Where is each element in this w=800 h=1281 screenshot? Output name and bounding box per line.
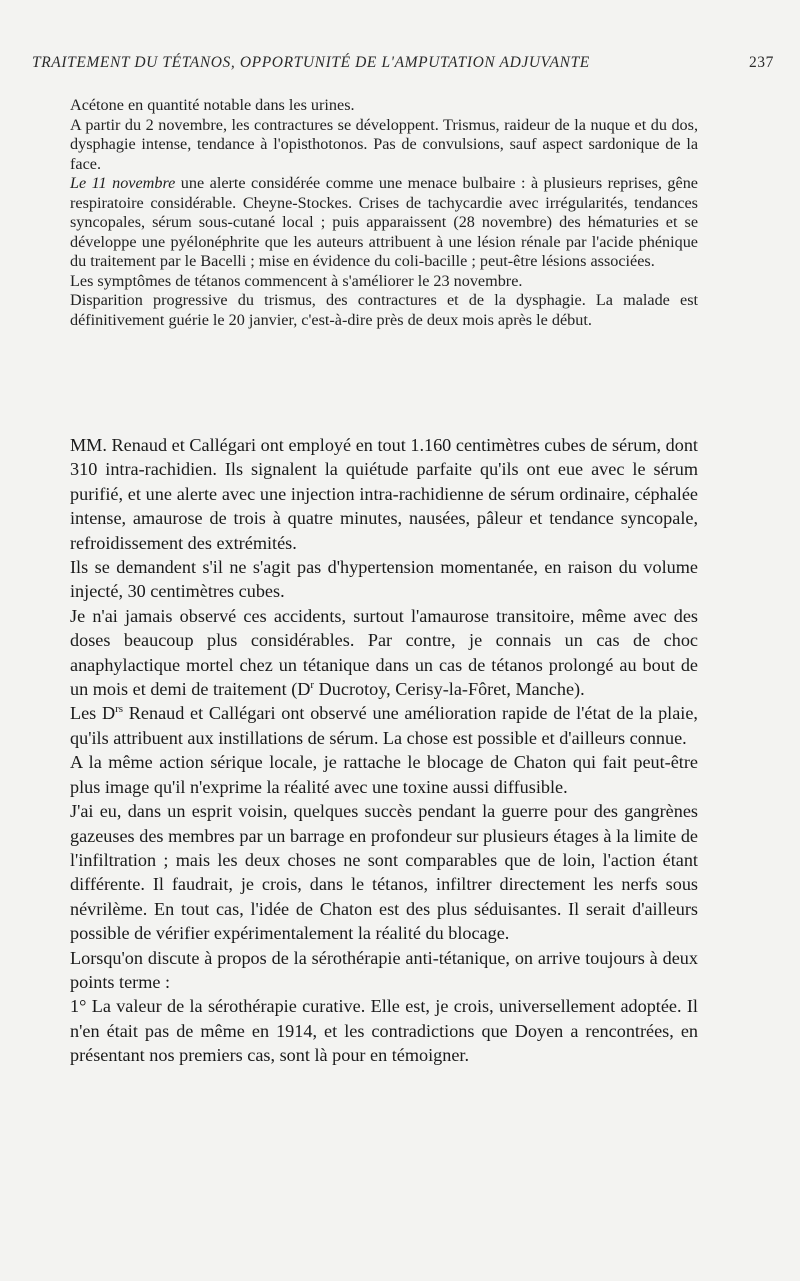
body-paragraph: 1° La valeur de la sérothérapie curative. Elle est, je crois, universellement adoptée. Il n'en était pas de même en 1914, et les contradictions que Doyen a rencontrées, en présentant nos premiers cas, sont là pour en témoigner.: [70, 996, 698, 1066]
observation-paragraph: Le 11 novembre une alerte considérée comme une menace bulbaire : à plusieurs reprises, gêne respiratoire considérable. Cheyne-Stockes. Crises de tachycardie avec irrégularités, tendances syncopales, sérum sous-cutané local ; puis apparaissent (28 novembre) des hématuries et se développe une pyélonéphrite que les auteurs attribuent à une lésion rénale par l'acide phénique du traitement par le Bacelli ; mise en évidence du coli-bacille ; peut-être lésions associées.: [70, 174, 698, 270]
body-paragraph: Les $D^{rs}$ Renaud et Callégari ont observé une amélioration rapide de l'état de la plaie, qu'ils attribuent aux instillations de sérum. La chose est possible et d'ailleurs connue.: [70, 703, 698, 748]
main-text: [70, 433, 698, 1068]
header-title: TRAITEMENT DU TÉTANOS, OPPORTUNITÉ DE L'AMPUTATION ADJUVANTE: [32, 54, 590, 71]
page-number: 237: [748, 54, 774, 71]
body-paragraph: Je n'ai jamais observé ces accidents, surtout l'amaurose transitoire, même avec des doses beaucoup plus considérables. Par contre, je connais un cas de choc anaphylactique mortel chez un tétanique dans un cas de tétanos prolongé au bout de un mois et demi de traitement ($D^r$ Ducrotoy, Cerisy-la-Fôret, Manche).: [70, 605, 698, 700]
italic-date: Le 11 novembre: [70, 174, 176, 192]
observation-paragraph: Disparition progressive du trismus, des contractures et de la dysphagie. La malade est définitivement guérie le 20 janvier, c'est-à-dire près de deux mois après le début.: [70, 291, 698, 329]
observation-paragraph: Acétone en quantité notable dans les urines.: [70, 96, 355, 114]
running-header: [32, 54, 774, 72]
body-paragraph: Ils se demandent s'il ne s'agit pas d'hypertension momentanée, en raison du volume injecté, 30 centimètres cubes.: [70, 557, 698, 602]
observation-paragraph: Les symptômes de tétanos commencent à s'améliorer le 23 novembre.: [70, 271, 523, 290]
observation-section: [70, 96, 698, 330]
body-paragraph: Lorsqu'on discute à propos de la sérothérapie anti-tétanique, on arrive toujours à deux points terme :: [70, 947, 698, 992]
observation-paragraph: A partir du 2 novembre, les contractures se développent. Trismus, raideur de la nuque et du dos, dysphagie intense, tendance à l'opisthotonos. Pas de convulsions, sauf aspect sardonique de la face.: [70, 115, 698, 173]
body-paragraph: J'ai eu, dans un esprit voisin, quelques succès pendant la guerre pour des gangrènes gazeuses des membres par un barrage en profondeur sur plusieurs étages à la limite de l'infiltration ; mais les deux choses ne sont comparables que de loin, l'action étant différente. Il faudrait, je crois, dans le tétanos, infiltrer directement les nerfs sous névrilème. En tout cas, l'idée de Chaton est des plus séduisantes. Il serait d'ailleurs possible de vérifier expérimentalement la réalité du blocage.: [70, 801, 698, 944]
body-paragraph: A la même action sérique locale, je rattache le blocage de Chaton qui fait peut-être plus image qu'il n'exprime la réalité avec une toxine aussi diffusible.: [70, 752, 698, 797]
body-paragraph: MM. Renaud et Callégari ont employé en tout 1.160 centimètres cubes de sérum, dont 310 intra-rachidien. Ils signalent la quiétude parfaite qu'ils ont eue avec le sérum purifié, et une alerte avec une injection intra-rachidienne de sérum ordinaire, céphalée intense, amaurose de trois à quatre minutes, nausées, pâleur et tendance syncopale, refroidissement des extrémités.: [70, 435, 698, 553]
